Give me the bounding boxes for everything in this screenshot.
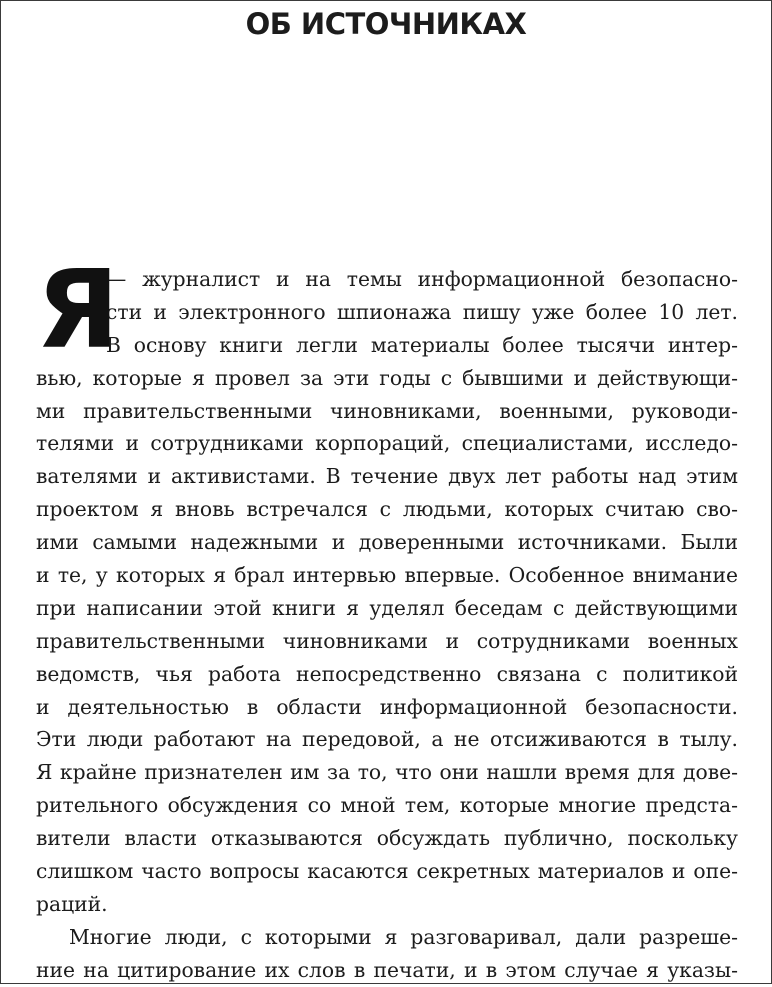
text-line: — журналист и на темы информационной безопасно- — [106, 267, 738, 291]
text-line: раций. — [36, 891, 108, 916]
text-line: В основу книги легли материалы более тысячи интер- — [106, 332, 738, 357]
text-line: слишком часто вопросы касаются секретных материалов и опе- — [36, 859, 738, 884]
text-line: Многие люди, с которыми я разговаривал, дали разреше- — [69, 924, 738, 949]
text-line: и деятельностью в области информационной безопасности. — [36, 694, 738, 719]
body-text — [36, 248, 738, 987]
text-line: сти и электронного шпионажа пишу уже более 10 лет. — [106, 299, 738, 324]
text-line: вители власти отказываются обсуждать публично, поскольку — [36, 826, 738, 851]
text-line: вателями и активистами. В течение двух лет работы над этим — [36, 464, 738, 489]
text-line: телями и сотрудниками корпораций, специалистами, исследо- — [36, 431, 738, 456]
text-line: проектом я вновь встречался с людьми, которых считаю сво- — [36, 497, 738, 522]
chapter-heading: ОБ ИСТОЧНИКАХ — [245, 7, 527, 41]
text-line: ние на цитирование их слов в печати, и в этом случае я указы- — [36, 957, 738, 982]
text-line: при написании этой книги я уделял беседам с действующими — [36, 595, 738, 620]
text-line: рительного обсуждения со мной тем, которые многие предста- — [36, 793, 738, 818]
text-line: и те, у которых я брал интервью впервые. Особенное внимание — [36, 563, 738, 588]
text-line: правительственными чиновниками и сотрудниками военных — [36, 628, 738, 653]
text-line: ми правительственными чиновниками, военными, руководи- — [36, 398, 738, 423]
text-line: Эти люди работают на передовой, а не отсиживаются в тылу. — [36, 727, 738, 752]
text-line: вью, которые я провел за эти годы с бывшими и действующи- — [36, 365, 738, 390]
drop-cap: Я — [36, 248, 120, 373]
paragraph-2 — [36, 921, 738, 987]
text-line: ими самыми надежными и доверенными источниками. Были — [36, 530, 738, 555]
text-line: Я крайне признателен им за то, что они нашли время для дове- — [36, 760, 738, 785]
text-line: ведомств, чья работа непосредственно связана с политикой — [36, 661, 738, 686]
paragraph-1 — [36, 248, 738, 921]
